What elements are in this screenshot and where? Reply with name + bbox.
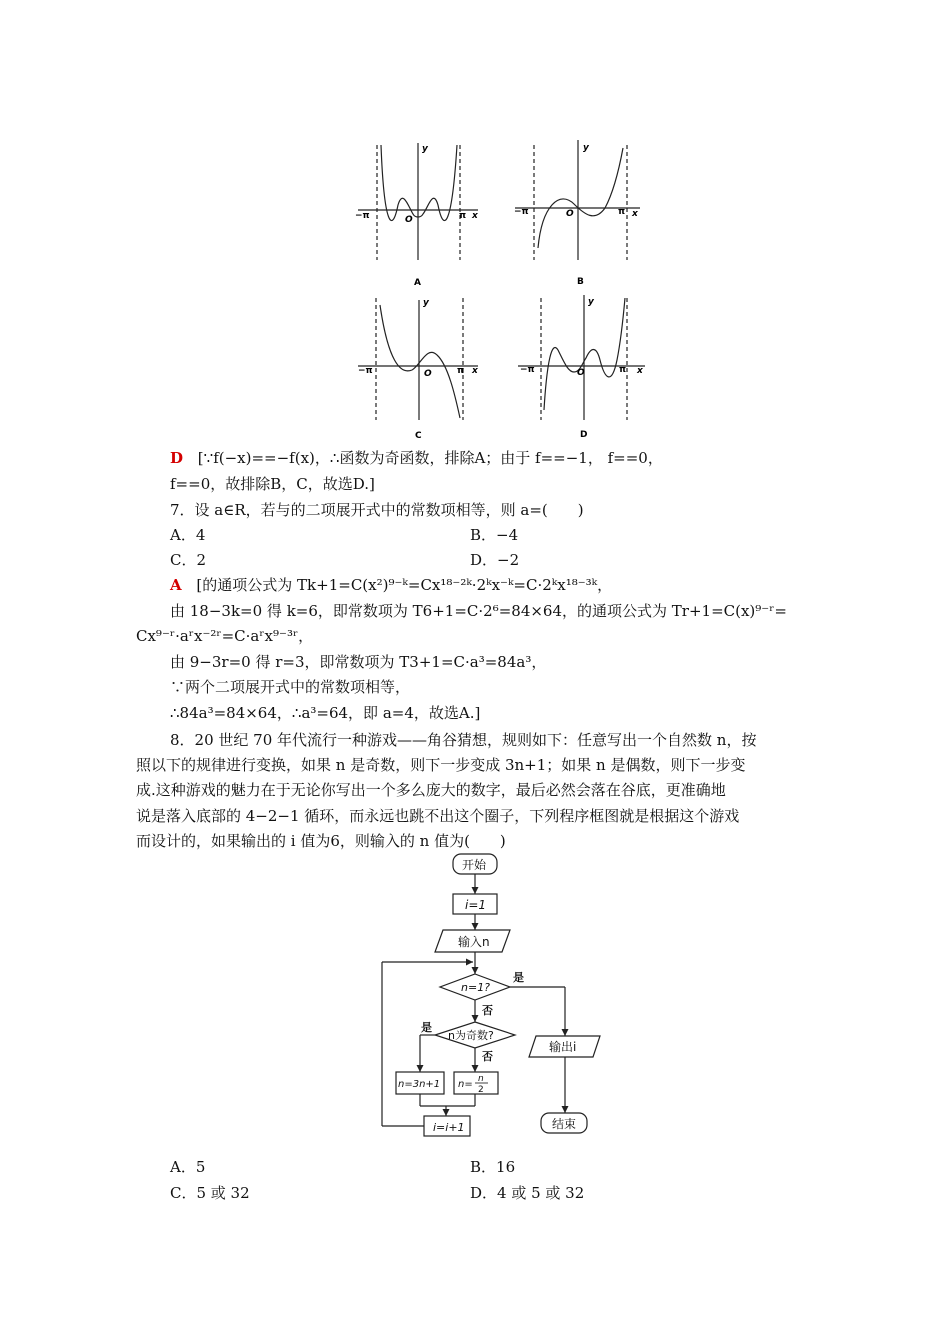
q6-answer-text1: [∵f(−x)==−f(x)，∴函数为奇函数，排除A；由于 f==−1， f==0， [197,449,663,467]
q8-option-b: B．16 [470,1158,516,1176]
graph-c-x-label: x [472,366,478,376]
flowchart [0,850,950,1170]
graph-a-neg-pi: −π [355,211,370,221]
graph-a-pi: π [459,211,467,221]
q7-sol1: [的通项公式为 Tk+1=C(x²)⁹⁻ᵏ=Cx¹⁸⁻²ᵏ·2ᵏx⁻ᵏ=C·2ᵏx¹⁸⁻³ᵏ， [196,576,613,594]
flow-input: 输入n [458,935,490,949]
flow-cond2: n为奇数? [448,1029,494,1042]
q7-solution-line2: 由 18−3k=0 得 k=6，即常数项为 T6+1=C·2⁶=84×64，的通项公式为 Tr+1=C(x)⁹⁻ʳ= [170,602,787,620]
graph-c-origin: O [424,369,432,379]
q7-stem: 7．设 a∈R，若与的二项展开式中的常数项相等，则 a=( ) [170,501,584,519]
q8-option-d: D．4 或 5 或 32 [470,1184,585,1202]
flow-yes2: 是 [421,1021,432,1034]
graph-a-origin: O [405,215,413,225]
q7-option-a: A．4 [170,526,206,544]
q8-stem-line5: 而设计的，如果输出的 i 值为6，则输入的 n 值为( ) [136,832,506,850]
q7-option-d: D．−2 [470,551,520,569]
q7-answer-letter: A [170,576,182,594]
q8-stem-line3: 成.这种游戏的魅力在于无论你写出一个多么庞大的数字，最后必然会落在谷底，更准确地 [136,781,726,799]
flow-no2: 否 [482,1050,493,1063]
q6-answer-line1 [170,448,663,468]
graph-c-y-label: y [423,298,429,308]
graph-a-caption: A [414,278,421,288]
flow-start: 开始 [462,858,487,872]
q7-solution-line3: Cx⁹⁻ʳ·aʳx⁻²ʳ=C·aʳx⁹⁻³ʳ， [136,627,314,645]
graph-b [515,140,640,260]
q7-option-c: C．2 [170,551,207,569]
q7-solution-line4: 由 9−3r=0 得 r=3，即常数项为 T3+1=C·a³=84a³， [170,653,547,671]
q7-solution-line5: ∵两个二项展开式中的常数项相等， [170,678,411,696]
graph-d-caption: D [580,430,588,440]
q8-stem-line4: 说是落入底部的 4−2−1 循环，而永远也跳不出这个圈子，下列程序框图就是根据这个游戏 [136,807,740,825]
graph-b-origin: O [566,209,574,219]
flow-even-prefix: n= [458,1079,473,1090]
flow-even-den: 2 [478,1085,484,1095]
graph-d-x-label: x [637,366,643,376]
graph-b-pi: π [618,207,626,217]
q7-solution-line6: ∴84a³=84×64，∴a³=64，即 a=4，故选A.] [170,704,481,722]
flow-odd-step: n=3n+1 [398,1079,441,1090]
q8-option-a: A．5 [170,1158,206,1176]
flow-yes1: 是 [513,971,524,984]
flow-output: 输出i [549,1040,577,1054]
graph-c-neg-pi: −π [358,366,373,376]
q7-option-b: B．−4 [470,526,519,544]
q6-answer-letter: D [170,449,184,467]
graph-d-neg-pi: −π [520,365,535,375]
graph-b-x-label: x [632,209,638,219]
flow-even-num: n [478,1074,484,1084]
flow-incr: i=i+1 [433,1121,465,1134]
flow-cond1: n=1? [461,981,491,994]
graph-a-y-label: y [422,144,428,154]
graph-c-caption: C [415,431,422,441]
graph-d [518,295,645,420]
graph-c [358,298,478,420]
graph-d-y-label: y [588,297,594,307]
q8-stem-line2: 照以下的规律进行变换，如果 n 是奇数，则下一步变成 3n+1；如果 n 是偶数，则下一步变 [136,756,746,774]
flow-no1: 否 [482,1004,493,1017]
graph-b-y-label: y [583,143,589,153]
graph-figure [0,0,950,450]
q7-solution-line1 [170,575,612,595]
graph-d-origin: O [577,368,585,378]
graph-a-x-label: x [472,211,478,221]
graph-b-caption: B [577,277,584,287]
q6-answer-line2: f==0，故排除B，C，故选D.] [170,475,375,493]
flow-init: i=1 [465,898,487,912]
graph-b-neg-pi: −π [514,207,529,217]
q8-option-c: C．5 或 32 [170,1184,250,1202]
graph-c-pi: π [457,366,465,376]
q8-stem-line1: 8．20 世纪 70 年代流行一种游戏——角谷猜想，规则如下：任意写出一个自然数 n，按 [170,731,757,749]
graph-d-pi: π [619,365,627,375]
graph-a [358,143,478,260]
flow-end: 结束 [552,1117,577,1131]
